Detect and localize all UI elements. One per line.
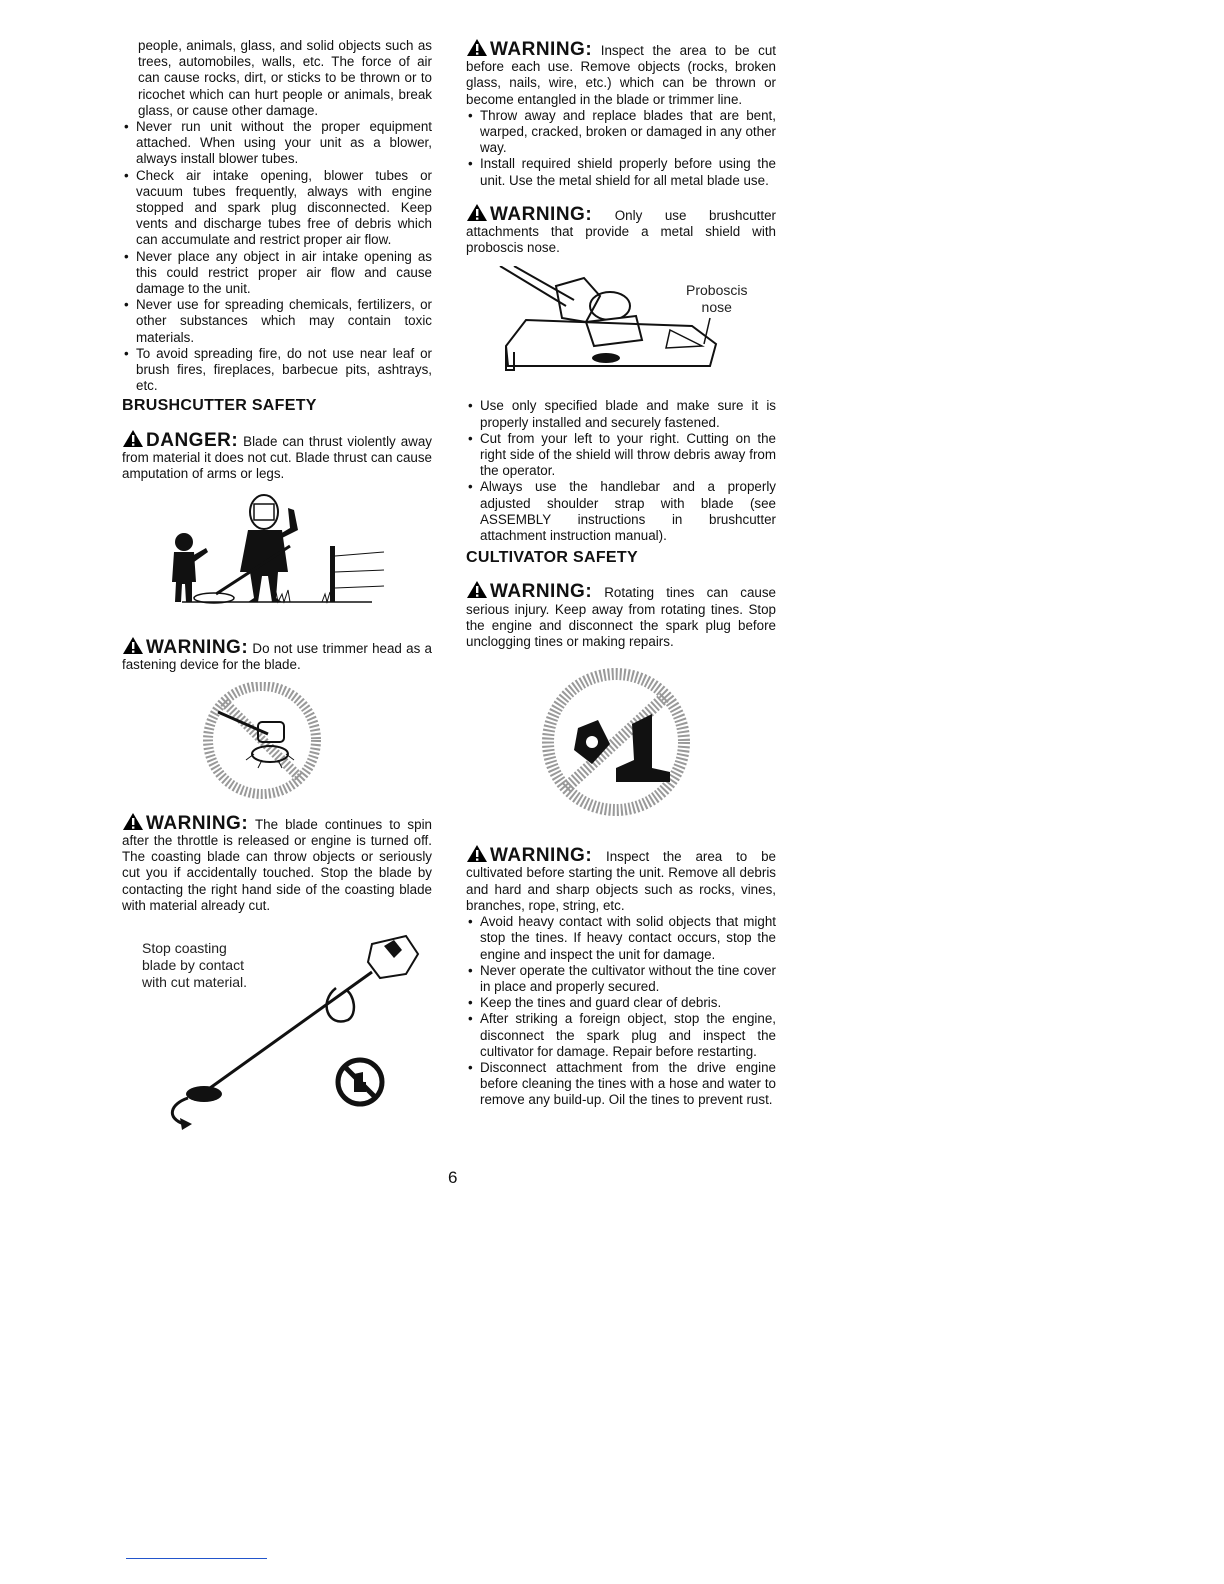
warning-rotating-tines (466, 580, 776, 650)
proboscis-label (686, 282, 747, 316)
list-item: • Never place any object in air intake opening as this could restrict proper air flow and cause damage to the unit. (122, 249, 432, 298)
right-column (466, 38, 776, 1109)
intro-paragraph: people, animals, glass, and solid objects such as trees, automobiles, walls, etc. The force of air can cause rocks, dirt, or sticks to be thrown or to ricochet which can hurt people or animals, break glass, or cause other damage. (138, 38, 432, 118)
warning-triangle-icon (466, 38, 488, 57)
warning-triangle-icon (466, 844, 488, 863)
proboscis-shield-illustration (466, 266, 776, 390)
warning-text: Rotating tines can cause serious injury. Keep away from rotating tines. Stop the engine and disconnect the spark plug before unclogging tines or making repairs. (466, 585, 776, 650)
list-item: • Use only specified blade and make sure it is properly installed and securely fastened. (466, 398, 776, 430)
brushcutter-operator-illustration (122, 490, 432, 628)
no-trimmer-head-prohibition-illustration (122, 682, 432, 802)
danger-text: Blade can thrust violently away from material it does not cut. Blade thrust can cause amputation of arms or legs. (122, 433, 432, 482)
warning-text: Inspect the area to be cultivated before starting the unit. Remove all debris and hard and sharp objects such as rocks, vines, branches, rope, string, etc. (466, 849, 776, 913)
warning-trimmer-head (122, 636, 432, 673)
warning-coasting-blade (122, 812, 432, 914)
warning-label: WARNING: (146, 637, 249, 659)
warning-triangle-icon (466, 580, 488, 599)
list-item: • Avoid heavy contact with solid objects that might stop the tines. If heavy contact occurs, stop the engine and inspect the unit for damage. (466, 914, 776, 963)
warning-label: WARNING: (490, 845, 593, 867)
footer-rule (126, 1558, 267, 1559)
blower-safety-list (122, 119, 432, 394)
warning-text: Inspect the area to be cut before each use. Remove objects (rocks, broken glass, nails, wire, etc.) which can be thrown or become entangled in the blade or trimmer line. (466, 43, 776, 107)
warning-label: WARNING: (490, 39, 593, 60)
warning-triangle-icon (122, 636, 144, 655)
cultivator-safety-heading: CULTIVATOR SAFETY (466, 549, 638, 567)
warning-triangle-icon (466, 203, 488, 222)
warning-text: Do not use trimmer head as a fastening device for the blade. (122, 641, 432, 673)
danger-notice (122, 429, 432, 483)
coasting-blade-illustration (122, 928, 432, 1136)
list-item: • Never use for spreading chemicals, fertilizers, or other substances which may contain toxic materials. (122, 297, 432, 346)
cultivator-list (466, 914, 776, 1108)
list-item: • After striking a foreign object, stop the engine, disconnect the spark plug and inspect the cultivator for damage. Repair before restarting. (466, 1011, 776, 1060)
coasting-blade-caption (142, 940, 247, 991)
list-item: • Check air intake opening, blower tubes or vacuum tubes frequently, always with engine stopped and spark plug disconnected. Keep vents and discharge tubes free of debris which can accumulate and restrict proper air flow. (122, 168, 432, 249)
list-item: • Disconnect attachment from the drive engine before cleaning the tines with a hose and water to remove any build-up. Oil the tines to prevent rust. (466, 1060, 776, 1109)
rotating-tines-prohibition-illustration (466, 664, 776, 822)
danger-label: DANGER: (146, 429, 239, 451)
caption-line: blade by contact (142, 956, 244, 973)
left-column (122, 38, 432, 1144)
warning-label: WARNING: (490, 203, 593, 225)
caption-line: Proboscis (686, 282, 748, 299)
warning-triangle-icon (122, 812, 144, 831)
list-item: • Keep the tines and guard clear of debris. (466, 995, 776, 1011)
caption-line: Stop coasting (142, 939, 227, 956)
list-item: • Never operate the cultivator without the tine cover in place and properly secured. (466, 963, 776, 995)
list-item: • Always use the handlebar and a properly adjusted shoulder strap with blade (see ASSEMBLY instructions in brushcutter attachment instruction manual). (466, 479, 776, 544)
warning-metal-shield (466, 203, 776, 257)
brushcutter-safety-heading: BRUSHCUTTER SAFETY (122, 397, 317, 415)
warning-inspect-cultivate (466, 844, 776, 914)
warning-label: WARNING: (146, 812, 249, 834)
list-item: • To avoid spreading fire, do not use near leaf or brush fires, fireplaces, barbecue pits, ashtrays, etc. (122, 346, 432, 395)
blade-list (466, 108, 776, 189)
caption-line: nose (701, 299, 732, 316)
warning-label: WARNING: (490, 581, 593, 603)
warning-triangle-icon (122, 429, 144, 448)
page-number: 6 (448, 1168, 458, 1187)
warning-inspect-area (466, 38, 776, 108)
list-item: • Cut from your left to your right. Cutting on the right side of the shield will throw debris away from the operator. (466, 431, 776, 480)
list-item: • Never run unit without the proper equipment attached. When using your unit as a blower, always install blower tubes. (122, 119, 432, 168)
list-item: • Throw away and replace blades that are bent, warped, cracked, broken or damaged in any other way. (466, 108, 776, 157)
warning-text: The blade continues to spin after the throttle is released or engine is turned off. The coasting blade can throw objects or seriously cut you if accidentally touched. Stop the blade by contacting the right hand side of the coasting blade with material already cut. (122, 816, 432, 913)
list-item: • Install required shield properly before using the unit. Use the metal shield for all metal blade use. (466, 156, 776, 188)
warning-text: Only use brushcutter attachments that provide a metal shield with proboscis nose. (466, 207, 776, 256)
caption-line: with cut material. (142, 973, 248, 990)
brushcutter-list (466, 398, 776, 544)
